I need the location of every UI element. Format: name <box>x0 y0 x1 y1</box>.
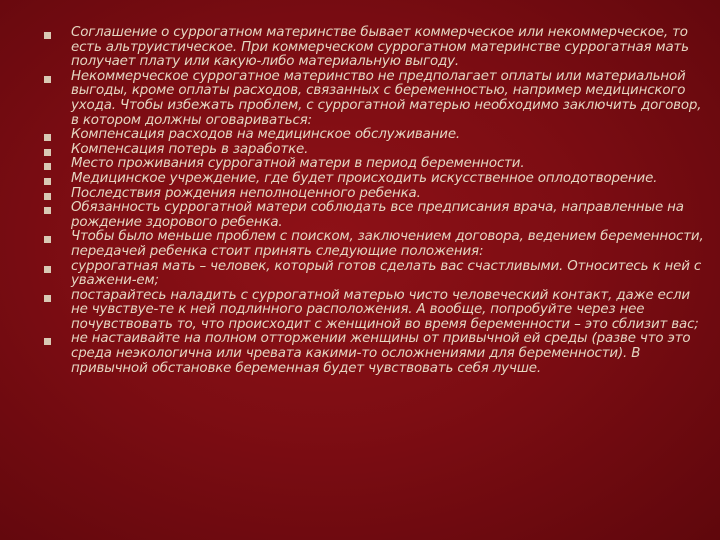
bullet-text: суррогатная мать – человек, который готов сделать вас счастливыми. Относитесь к ней с уважени-ем; <box>71 258 702 289</box>
list-item <box>44 332 704 376</box>
bullet-list <box>44 26 704 376</box>
list-item <box>44 289 704 333</box>
bullet-text: не настаивайте на полном отторжении женщины от привычной ей среды (разве что это среда неэкологична или чревата какими-то осложнениями для беременности). В привычной обстановке беременная будет чувствовать себя лучше. <box>71 331 691 376</box>
list-item <box>44 26 704 70</box>
square-bullet-icon <box>44 32 51 39</box>
list-item <box>44 70 704 128</box>
square-bullet-icon <box>44 295 51 302</box>
list-item <box>44 128 704 143</box>
list-item <box>44 187 704 202</box>
square-bullet-icon <box>44 266 51 273</box>
bullet-text: Компенсация расходов на медицинское обслуживание. <box>71 127 461 143</box>
list-item <box>44 157 704 172</box>
square-bullet-icon <box>44 134 51 141</box>
bullet-text: постарайтесь наладить с суррогатной матерью чисто человеческий контакт, даже если не чувствуе-те к ней подлинного расположения. А вообще, попробуйте через нее почувствовать то, что происходит с женщиной во время беременности – это сблизит вас; <box>71 287 699 332</box>
bullet-text: Соглашение о суррогатном материнстве бывает коммерческое или некоммерческое, то есть альтруистическое. При коммерческом суррогатном материнстве суррогатная мать получает плату или какую-либо материальную выгоду. <box>71 25 689 70</box>
bullet-text: Место проживания суррогатной матери в период беременности. <box>71 156 525 172</box>
bullet-text: Последствия рождения неполноценного ребенка. <box>71 185 421 201</box>
bullet-text: Некоммерческое суррогатное материнство не предполагает оплаты или материальной выгоды, кроме оплаты расходов, связанных с беременностью, например медицинского ухода. Чтобы избежать проблем, с суррогатной матерью необходимо заключить договор, в котором должны оговариваться: <box>71 68 702 128</box>
square-bullet-icon <box>44 338 51 345</box>
square-bullet-icon <box>44 193 51 200</box>
bullet-text: Компенсация потерь в заработке. <box>71 141 309 157</box>
list-item <box>44 230 704 259</box>
square-bullet-icon <box>44 236 51 243</box>
bullet-text: Медицинское учреждение, где будет происходить искусственное оплодотворение. <box>71 170 658 186</box>
list-item <box>44 201 704 230</box>
list-item <box>44 260 704 289</box>
square-bullet-icon <box>44 149 51 156</box>
bullet-text: Обязанность суррогатной матери соблюдать все предписания врача, направленные на рождение здорового ребенка. <box>71 200 684 230</box>
list-item <box>44 172 704 187</box>
square-bullet-icon <box>44 76 51 83</box>
square-bullet-icon <box>44 163 51 170</box>
square-bullet-icon <box>44 207 51 214</box>
bullet-text: Чтобы было меньше проблем с поиском, заключением договора, ведением беременности, передачей ребенка стоит принять следующие положения: <box>71 229 704 259</box>
square-bullet-icon <box>44 178 51 185</box>
